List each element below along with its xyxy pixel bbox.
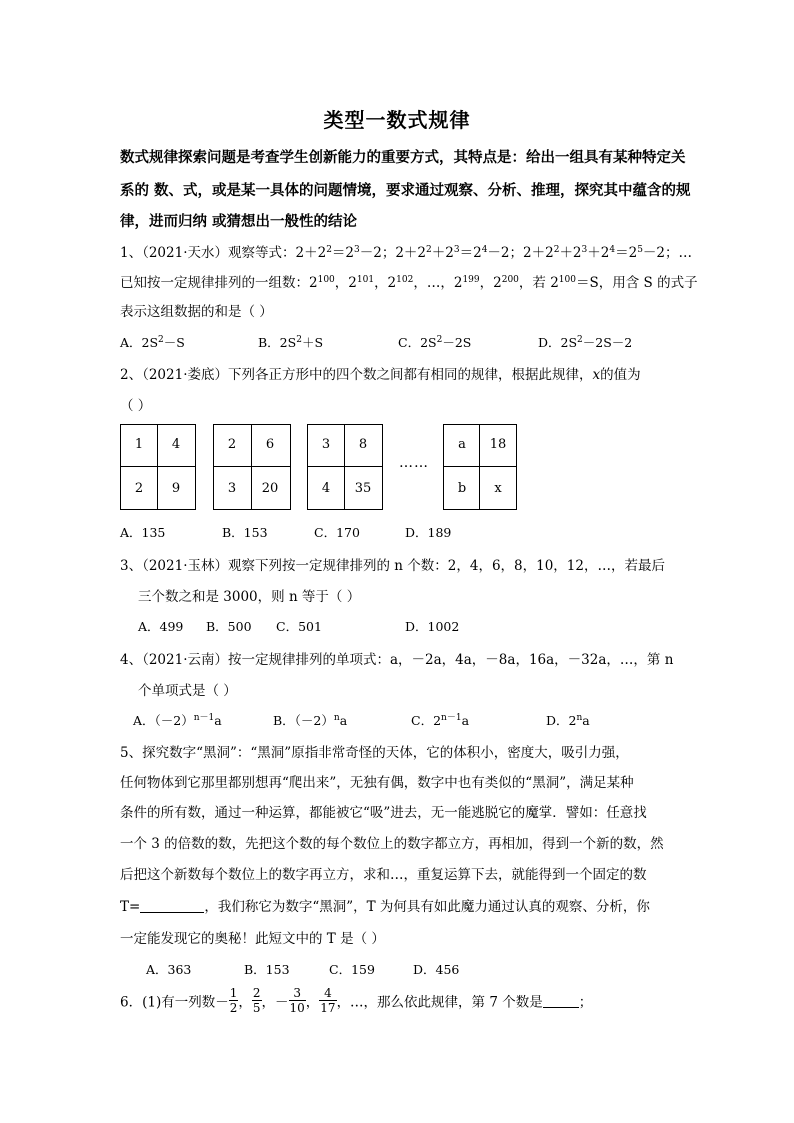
q1-option-d[interactable]: D．$2S^2-2S-2$ <box>538 335 633 350</box>
q4-option-d[interactable]: D．2$^n$a <box>546 713 590 728</box>
square-3-top-left: 3 <box>321 437 331 452</box>
fraction-2: $\frac{2}{5}$ <box>252 986 261 1015</box>
q3-option-d[interactable]: D．1002 <box>405 619 460 634</box>
number-square-1 <box>120 424 196 510</box>
q5-line-5: 后把这个新数每个数位上的数字再立方，求和…，重复运算下去，就能得到一个固定的数 <box>120 867 647 883</box>
square-3-bottom-right: 35 <box>354 481 372 496</box>
q4-line-1: 4、（2021·云南）按一定规律排列的单项式：a，－2a，4a，－8a，16a，－32a，…，第 n <box>120 652 674 668</box>
q5-option-d[interactable]: D．456 <box>413 962 460 977</box>
intro-line-3: 律，进而归纳 或猜想出一般性的结论 <box>120 213 358 230</box>
square-2-bottom-left: 3 <box>227 481 237 496</box>
q5-line-6: T= ，我们称它为数字“黑洞”，T 为何具有如此魔力通过认真的观察、分析，你 <box>120 899 650 915</box>
q2-option-c[interactable]: C．170 <box>314 525 360 540</box>
fraction-4: $\frac{4}{17}$ <box>320 986 336 1015</box>
q5-line-7: 一定能发现它的奥秘！此短文中的 T 是（ ） <box>120 931 385 947</box>
q5-option-c[interactable]: C．159 <box>329 962 375 977</box>
q1-option-b[interactable]: B．$2S^2+S$ <box>258 335 324 350</box>
intro-line-2: 系的 数、式，或是某一具体的问题情境，要求通过观察、分析、推理，探究其中蕴含的规 <box>120 182 691 199</box>
q1-line-1: 1、（2021·天水）观察等式：$2+2^2=2^3-2$；$2+2^2+2^3=2^4-2$；$2+2^2+2^3+2^4=2^5-2$；… <box>120 245 693 261</box>
square-1-bottom-right: 9 <box>171 481 181 496</box>
q1-option-a[interactable]: A．$2S^2-S$ <box>120 335 185 350</box>
square-1-bottom-left: 2 <box>134 481 144 496</box>
number-square-3 <box>307 424 383 510</box>
q5-line-1: 5、探究数字“黑洞”：“黑洞”原指非常奇怪的天体，它的体积小，密度大，吸引力强， <box>120 745 629 761</box>
q4-option-a[interactable]: A．$(-2)^{n-1}a$ <box>133 713 222 728</box>
fraction-3: $\frac{3}{10}$ <box>289 986 305 1015</box>
q1-line-3: 表示这组数据的和是（ ） <box>120 304 273 320</box>
square-4-top-right: 18 <box>489 437 507 452</box>
square-2-top-right: 6 <box>265 437 275 452</box>
squares-ellipsis: …… <box>399 455 429 471</box>
answer-blank-7th[interactable] <box>543 993 579 1008</box>
q3-option-c[interactable]: C．501 <box>276 619 322 634</box>
number-square-2 <box>213 424 291 510</box>
square-4-bottom-left: b <box>457 481 467 496</box>
fraction-1: $\frac{1}{2}$ <box>229 986 238 1015</box>
q2-option-b[interactable]: B．153 <box>222 525 268 540</box>
square-1-top-right: 4 <box>171 437 181 452</box>
q3-option-b[interactable]: B．500 <box>206 619 252 634</box>
number-square-4 <box>443 424 517 510</box>
q2-line-2: （ ） <box>120 398 152 414</box>
square-1-top-left: 1 <box>134 437 144 452</box>
q3-option-a[interactable]: A．499 <box>138 619 184 634</box>
square-2-top-left: 2 <box>227 437 237 452</box>
q5-option-a[interactable]: A．363 <box>146 962 192 977</box>
q2-option-d[interactable]: D．189 <box>405 525 452 540</box>
q4-option-c[interactable]: C．$2^{n-1}a$ <box>411 713 470 728</box>
square-2-bottom-right: 20 <box>261 481 279 496</box>
q2-line-1: 2、（2021·娄底）下列各正方形中的四个数之间都有相同的规律，根据此规律，x的值为 <box>120 367 641 383</box>
q4-option-b[interactable]: B．$(-2)^na$ <box>273 713 348 728</box>
q4-line-2: 个单项式是（ ） <box>138 683 237 699</box>
square-3-bottom-left: 4 <box>321 481 331 496</box>
q6-line-1: 6．(1)有一列数－ $\frac{1}{2}$ ， $\frac{2}{5}$ ，－ $\frac{3}{10}$ ， $\frac{4}{17}$ ，…，那么依此规律，第 7 个数是 ； <box>120 986 593 1015</box>
q1-option-c[interactable]: C．$2S^2-2S$ <box>398 335 472 350</box>
square-3-top-right: 8 <box>358 437 368 452</box>
q3-line-1: 3、（2021·玉林）观察下列按一定规律排列的 n 个数：2，4，6，8，10，12，…，若最后 <box>120 558 665 574</box>
square-4-bottom-right: x <box>494 481 502 496</box>
square-4-top-left: a <box>458 437 466 452</box>
q3-line-2: 三个数之和是 3000，则 n 等于（ ） <box>138 589 361 605</box>
q2-option-a[interactable]: A．135 <box>120 525 166 540</box>
q5-line-3: 条件的所有数，通过一种运算，都能被它“吸”进去，无一能逃脱它的魔掌．譬如：任意找 <box>120 805 647 821</box>
answer-blank-t[interactable] <box>140 898 204 913</box>
q5-line-4: 一个 3 的倍数的数，先把这个数的每个数位上的数字都立方，再相加，得到一个新的数，然 <box>120 836 664 852</box>
q5-option-b[interactable]: B．153 <box>244 962 290 977</box>
intro-line-1: 数式规律探索问题是考查学生创新能力的重要方式，其特点是：给出一组具有某种特定关 <box>120 149 686 166</box>
q1-line-2: 已知按一定规律排列的一组数：$2^{100}$，$2^{101}$，$2^{102}$，…，$2^{199}$，$2^{200}$，若 $2^{100}=S$，用含 S 的式子 <box>120 275 698 291</box>
page-title: 类型一数式规律 <box>323 108 471 132</box>
q5-line-2: 任何物体到它那里都别想再“爬出来”，无独有偶，数字中也有类似的“黑洞”，满足某种 <box>120 775 634 791</box>
